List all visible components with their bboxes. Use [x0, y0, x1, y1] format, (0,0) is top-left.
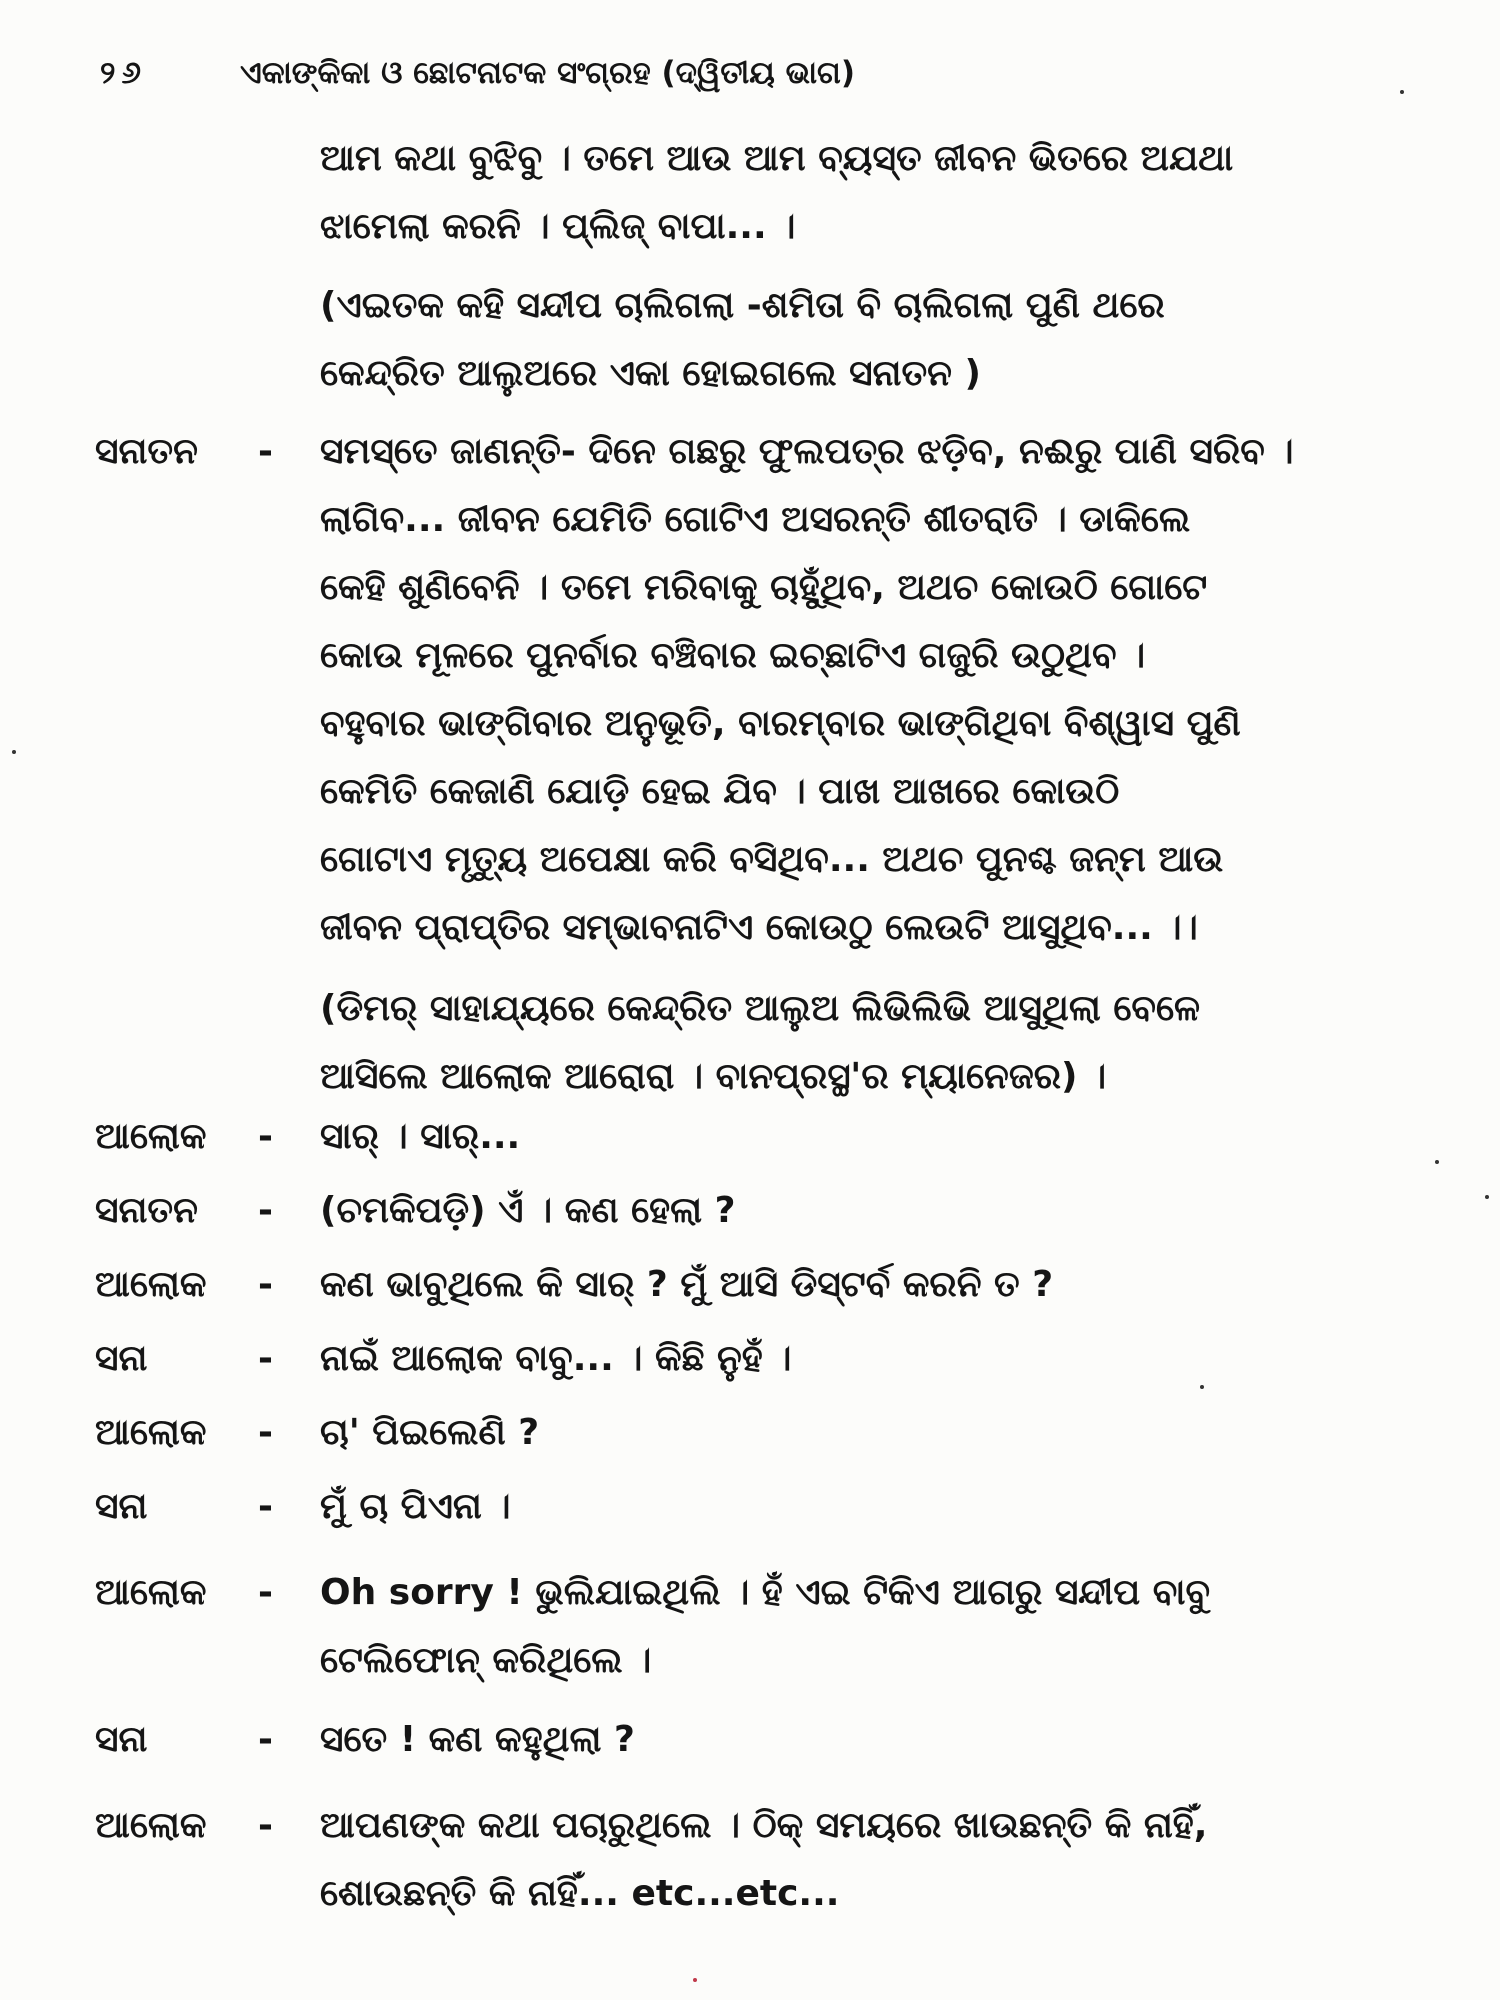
text-line: ଆପଣଙ୍କ କଥା ପଚାରୁଥିଲେ । ଠିକ୍ ସମୟରେ ଖାଉଛନ୍ତି କି ନାହିଁ, — [320, 1805, 1208, 1846]
page-header — [100, 55, 855, 92]
text-line: ସତେ ! କଣ କହୁଥିଲା ? — [320, 1719, 635, 1760]
speaker-dash: - — [258, 1338, 273, 1379]
speaker-dash: - — [258, 1805, 273, 1846]
text-line: କେମିତି କେଜାଣି ଯୋଡ଼ି ହେଇ ଯିବ । ପାଖ ଆଖରେ କୋଉଠି — [320, 771, 1120, 812]
text-line: କେହି ଶୁଣିବେନି । ତମେ ମରିବାକୁ ଚାହୁଁଥିବ, ଅଥଚ କୋଉଠି ଗୋଟେ — [320, 567, 1208, 608]
text-line: Oh sorry ! ଭୁଲିଯାଇଥିଲି । ହଁ ଏଇ ଟିକିଏ ଆଗରୁ ସନ୍ଦୀପ ବାବୁ — [320, 1572, 1211, 1613]
speaker-dash: - — [258, 1116, 273, 1157]
speaker-dash: - — [258, 1486, 273, 1527]
text-line: ଶୋଉଛନ୍ତି କି ନାହିଁ... etc...etc... — [320, 1873, 840, 1914]
speaker-dash: - — [258, 1412, 273, 1453]
text-line: ଚା' ପିଇଲେଣି ? — [320, 1412, 540, 1453]
speech-text — [320, 1325, 1450, 1393]
speaker-name: ଆଲୋକ — [95, 1116, 207, 1157]
speech-text — [320, 1792, 1450, 1928]
speaker-name: ଆଲୋକ — [95, 1264, 207, 1305]
stage-direction-2 — [320, 975, 1440, 1111]
speaker-dash: - — [258, 1719, 273, 1760]
speech-text — [320, 418, 1450, 962]
scan-speck — [12, 750, 16, 754]
speaker-dash: - — [258, 431, 273, 472]
scan-speck — [1400, 90, 1404, 94]
speaker-name: ସନା — [95, 1719, 148, 1760]
text-line: (ଡିମର୍ ସାହାଯ୍ୟରେ କେନ୍ଦ୍ରିତ ଆଲୁଅ ଲିଭିଲିଭି ଆସୁଥିଲା ବେଳେ — [320, 988, 1200, 1029]
speaker-dash: - — [258, 1572, 273, 1613]
book-title: ଏକାଙ୍କିକା ଓ ଛୋଟନାଟକ ସଂଗ୍ରହ (ଦ୍ୱିତୀୟ ଭାଗ) — [240, 55, 856, 91]
text-line: ମୁଁ ଚା ପିଏନା । — [320, 1486, 511, 1527]
text-line: ଆସିଲେ ଆଲୋକ ଆରୋରା । ବାନପ୍ରସ୍ଥ'ର ମ୍ୟାନେଜର) । — [320, 1056, 1107, 1097]
page-number: ୨୬ — [100, 55, 147, 91]
text-line: ଝାମେଲା କରନି । ପ୍ଲିଜ୍ ବାପା... । — [320, 206, 796, 247]
continued-speech — [320, 125, 1440, 261]
speaker-name: ସନାତନ — [95, 1190, 198, 1231]
speaker-dash: - — [258, 1264, 273, 1305]
text-line: ଗୋଟାଏ ମୃତ୍ୟୁ ଅପେକ୍ଷା କରି ବସିଥିବ... ଅଥଚ ପୁନଶ୍ଚ ଜନ୍ମ ଆଉ — [320, 839, 1224, 880]
speech-text — [320, 1103, 1450, 1171]
speaker-name: ସନାତନ — [95, 431, 198, 472]
text-line: ନାଇଁ ଆଲୋକ ବାବୁ... । କିଛି ନୁହଁ । — [320, 1338, 792, 1379]
speech-text — [320, 1399, 1450, 1467]
scan-speck — [693, 1978, 697, 1982]
speaker-name: ଆଲୋକ — [95, 1805, 207, 1846]
text-line: କେନ୍ଦ୍ରିତ ଆଲୁଅରେ ଏକା ହୋଇଗଲେ ସନାତନ ) — [320, 353, 981, 394]
text-line: କଣ ଭାବୁଥିଲେ କି ସାର୍ ? ମୁଁ ଆସି ଡିସ୍‌ଟର୍ବ କରନି ତ ? — [320, 1264, 1054, 1305]
speaker-dash: - — [258, 1190, 273, 1231]
text-line: ଲାଗିବ... ଜୀବନ ଯେମିତି ଗୋଟିଏ ଅସରନ୍ତି ଶୀତରାତି । ଡାକିଲେ — [320, 499, 1191, 540]
scan-speck — [1200, 1385, 1204, 1389]
text-line: ସାର୍ । ସାର୍... — [320, 1116, 521, 1157]
text-line: ଆମ କଥା ବୁଝିବୁ । ତମେ ଆଉ ଆମ ବ୍ୟସ୍ତ ଜୀବନ ଭିତରେ ଅଯଥା — [320, 138, 1234, 179]
stage-direction-1 — [320, 272, 1440, 408]
speech-text — [320, 1251, 1450, 1319]
speech-text — [320, 1559, 1450, 1695]
text-line: ଟେଲିଫୋନ୍ କରିଥିଲେ । — [320, 1640, 652, 1681]
speaker-name: ଆଲୋକ — [95, 1412, 207, 1453]
scan-speck — [1485, 1195, 1489, 1199]
speech-text — [320, 1177, 1450, 1245]
speech-text — [320, 1706, 1450, 1774]
speaker-name: ସନା — [95, 1338, 148, 1379]
text-line: ଜୀବନ ପ୍ରାପ୍ତିର ସମ୍ଭାବନାଟିଏ କୋଉଠୁ ଲେଉଟି ଆସୁଥିବ... ।। — [320, 907, 1198, 948]
text-line: (ଏଇତକ କହି ସନ୍ଦୀପ ଚାଲିଗଲା -ଶମିତା ବି ଚାଲିଗଲା ପୁଣି ଥରେ — [320, 285, 1165, 326]
text-line: କୋଉ ମୂଳରେ ପୁନର୍ବାର ବଞ୍ଚିବାର ଇଚ୍ଛାଟିଏ ଗଜୁରି ଉଠୁଥିବ । — [320, 635, 1146, 676]
text-line: ବହୁବାର ଭାଙ୍ଗିବାର ଅନୁଭୂତି, ବାରମ୍ବାର ଭାଙ୍ଗିଥିବା ବିଶ୍ୱାସ ପୁଣି — [320, 703, 1241, 744]
text-line: ସମସ୍ତେ ଜାଣନ୍ତି- ଦିନେ ଗଛରୁ ଫୁଲପତ୍ର ଝଡ଼ିବ, ନଈରୁ ପାଣି ସରିବ । — [320, 431, 1294, 472]
speech-text — [320, 1473, 1450, 1541]
text-line: (ଚମକିପଡ଼ି) ଏଁ । କଣ ହେଲା ? — [320, 1190, 736, 1231]
speaker-name: ଆଲୋକ — [95, 1572, 207, 1613]
scan-speck — [1435, 1160, 1439, 1164]
speaker-name: ସନା — [95, 1486, 148, 1527]
